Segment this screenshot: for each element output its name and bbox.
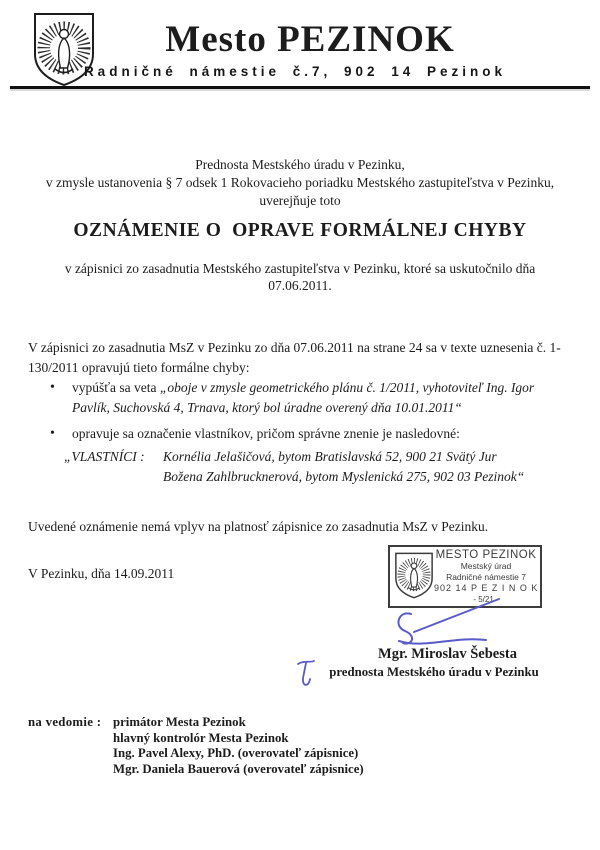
bullet-item-1 [50, 378, 560, 417]
document-title: OZNÁMENIE O OPRAVE FORMÁLNEJ CHYBY [73, 220, 527, 241]
city-address: Radničné námestie č.7, 902 14 Pezinok [83, 64, 507, 79]
intro-line-2: v zmysle ustanovenia § 7 odsek 1 Rokovacieho poriadku Mestského zastupiteľstva v Pezinku, [45, 175, 555, 190]
owners-list [163, 447, 524, 486]
owner-line-2: Božena Zahlbrucknerová, bytom Myslenická 275, 902 03 Pezinok“ [163, 468, 525, 484]
footer-recipients-list [113, 715, 364, 777]
intro-block [0, 156, 600, 210]
closing-paragraph: Uvedené oznámenie nemá vplyv na platnosť zápisnice zo zasadnutia MsZ v Pezinku. [28, 519, 489, 534]
signer-title: prednosta Mestského úradu v Pezinku [329, 665, 539, 679]
subheading-line-2: 07.06.2011. [268, 278, 332, 293]
intro-line-1: Prednosta Mestského úradu v Pezinku, [195, 157, 405, 172]
bullet-2-lead: opravuje sa označenie vlastníkov, pričom správne znenie je nasledovné: [72, 426, 460, 441]
bullet-1-text [50, 378, 560, 417]
place-date-line: V Pezinku, dňa 14.09.2011 [28, 566, 175, 581]
owners-label: „VLASTNÍCI : [64, 449, 145, 464]
owner-line-1: Kornélia Jelašičová, bytom Bratislavská 52, 900 21 Svätý Jur [163, 449, 497, 464]
subheading-line-1: v zápisnici zo zasadnutia Mestského zastupiteľstva v Pezinku, ktoré sa uskutočnilo dňa [64, 261, 536, 276]
recipient-line: Ing. Pavel Alexy, PhD. (overovateľ zápisnice) [113, 746, 359, 760]
bullet-icon: • [50, 380, 55, 395]
stamp-office-line: Mestský úrad [460, 561, 512, 571]
bullet-1-quote: „oboje v zmysle geometrického plánu č. 1/2011, vyhotoviteľ Ing. Igor Pavlík, Suchovská 4, Trnava, ktorý bol úradne overený dňa 10.01.2011“ [72, 380, 535, 415]
bullet-icon: • [50, 426, 55, 441]
stamp-city-line: MESTO PEZINOK [435, 549, 537, 561]
header-divider [10, 86, 590, 89]
stamp-zip-line: 902 14 P E Z I N O K [434, 583, 539, 593]
bullet-item-2 [50, 424, 560, 444]
handwritten-initials [296, 658, 316, 694]
stamp-number-line: - 5/21 - [473, 595, 499, 604]
handwritten-signature [366, 594, 506, 650]
footer-label: na vedomie : [28, 715, 102, 729]
city-title: Mesto PEZINOK [165, 19, 455, 60]
body-paragraph: V zápisnici zo zasadnutia MsZ v Pezinku zo dňa 07.06.2011 na strane 24 sa v texte uznesenia č. 1-130/2011 opravujú tieto formálne chyby: [28, 340, 561, 375]
owners-quote-block [64, 447, 564, 486]
subheading-block [0, 260, 600, 294]
recipient-line: primátor Mesta Pezinok [113, 715, 246, 729]
signer-name: Mgr. Miroslav Šebesta [378, 646, 517, 662]
stamp-street-line: Radničné námestie 7 [446, 572, 526, 582]
bullet-1-lead: vypúšťa sa veta [72, 380, 160, 395]
intro-line-3: uverejňuje toto [259, 193, 341, 208]
recipient-line: Mgr. Daniela Bauerová (overovateľ zápisnice) [113, 761, 364, 776]
recipient-line: hlavný kontrolór Mesta Pezinok [113, 730, 289, 745]
stamp-coat-of-arms-icon [394, 551, 434, 600]
